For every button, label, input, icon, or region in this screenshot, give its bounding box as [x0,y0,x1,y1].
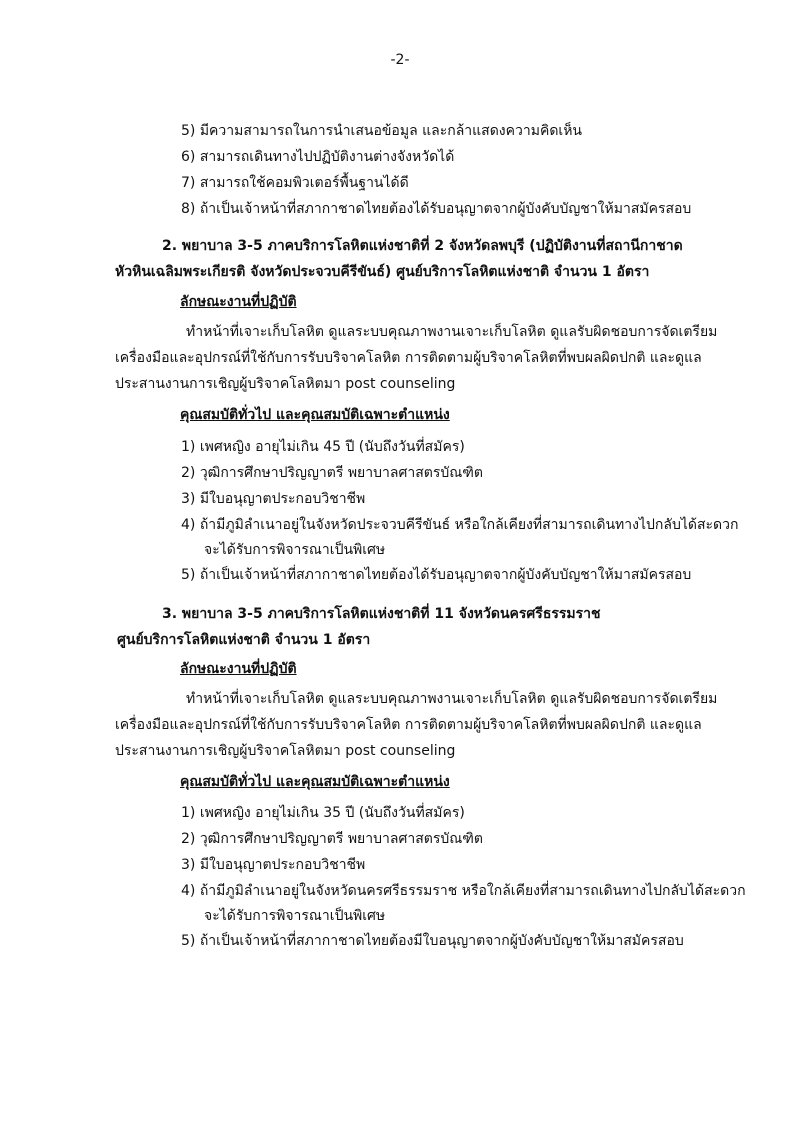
section-heading: 2. พยาบาล 3-5 ภาคบริการโลหิตแห่งชาติที่ 2 จังหวัดลพบุรี (ปฏิบัติงานที่สถานีกาชาด [162,238,683,254]
list-item: 5) มีความสามารถในการนำเสนอข้อมูล และกล้าแสดงความคิดเห็น [181,123,582,139]
list-item: 8) ถ้าเป็นเจ้าหน้าที่สภากาชาดไทยต้องได้รับอนุญาตจากผู้บังคับบัญชาให้มาสมัครสอบ [181,201,692,217]
list-item: 6) สามารถเดินทางไปปฏิบัติงานต่างจังหวัดได้ [181,149,455,165]
paragraph-line: ประสานงานการเชิญผู้บริจาคโลหิตมา post counseling [115,743,456,759]
list-item: 4) ถ้ามีภูมิลำเนาอยู่ในจังหวัดนครศรีธรรมราช หรือใกล้เคียงที่สามารถเดินทางไปกลับได้สะดวก [181,883,746,899]
list-item: 7) สามารถใช้คอมพิวเตอร์พื้นฐานได้ดี [181,175,409,191]
list-item: 4) ถ้ามีภูมิลำเนาอยู่ในจังหวัดประจวบคีรีขันธ์ หรือใกล้เคียงที่สามารถเดินทางไปกลับได้สะดวก [181,517,739,533]
section-heading: 3. พยาบาล 3-5 ภาคบริการโลหิตแห่งชาติที่ 11 จังหวัดนครศรีธรรมราช [162,606,601,622]
list-item: 3) มีใบอนุญาตประกอบวิชาชีพ [181,491,366,507]
paragraph-line: ประสานงานการเชิญผู้บริจาคโลหิตมา post counseling [115,376,456,392]
page-number: -2- [390,52,410,68]
qualification-title: คุณสมบัติทั่วไป และคุณสมบัติเฉพาะตำแหน่ง [180,407,450,423]
section-heading: ศูนย์บริการโลหิตแห่งชาติ จำนวน 1 อัตรา [117,632,371,648]
list-item: 2) วุฒิการศึกษาปริญญาตรี พยาบาลศาสตรบัณฑิต [181,465,483,481]
paragraph-line: ทำหน้าที่เจาะเก็บโลหิต ดูแลระบบคุณภาพงานเจาะเก็บโลหิต ดูแลรับผิดชอบการจัดเตรียม [186,691,718,707]
list-item: 1) เพศหญิง อายุไม่เกิน 35 ปี (นับถึงวันที่สมัคร) [181,805,465,821]
duty-title: ลักษณะงานที่ปฏิบัติ [180,294,297,310]
list-item: 5) ถ้าเป็นเจ้าหน้าที่สภากาชาดไทยต้องได้รับอนุญาตจากผู้บังคับบัญชาให้มาสมัครสอบ [181,567,692,583]
section-heading: หัวหินเฉลิมพระเกียรติ จังหวัดประจวบคีรีขันธ์) ศูนย์บริการโลหิตแห่งชาติ จำนวน 1 อัตรา [115,264,650,280]
list-item: 2) วุฒิการศึกษาปริญญาตรี พยาบาลศาสตรบัณฑิต [181,831,483,847]
list-item-continuation: จะได้รับการพิจารณาเป็นพิเศษ [204,908,386,924]
qualification-title: คุณสมบัติทั่วไป และคุณสมบัติเฉพาะตำแหน่ง [180,774,450,790]
paragraph-line: เครื่องมือและอุปกรณ์ที่ใช้กับการรับบริจาคโลหิต การติดตามผู้บริจาคโลหิตที่พบผลผิดปกติ และดูแล [115,350,702,366]
list-item: 1) เพศหญิง อายุไม่เกิน 45 ปี (นับถึงวันที่สมัคร) [181,439,465,455]
paragraph-line: ทำหน้าที่เจาะเก็บโลหิต ดูแลระบบคุณภาพงานเจาะเก็บโลหิต ดูแลรับผิดชอบการจัดเตรียม [186,324,718,340]
paragraph-line: เครื่องมือและอุปกรณ์ที่ใช้กับการรับบริจาคโลหิต การติดตามผู้บริจาคโลหิตที่พบผลผิดปกติ และดูแล [115,717,702,733]
duty-title: ลักษณะงานที่ปฏิบัติ [180,661,297,677]
list-item: 5) ถ้าเป็นเจ้าหน้าที่สภากาชาดไทยต้องมีใบอนุญาตจากผู้บังคับบัญชาให้มาสมัครสอบ [181,933,684,949]
list-item-continuation: จะได้รับการพิจารณาเป็นพิเศษ [204,542,386,558]
list-item: 3) มีใบอนุญาตประกอบวิชาชีพ [181,857,366,873]
